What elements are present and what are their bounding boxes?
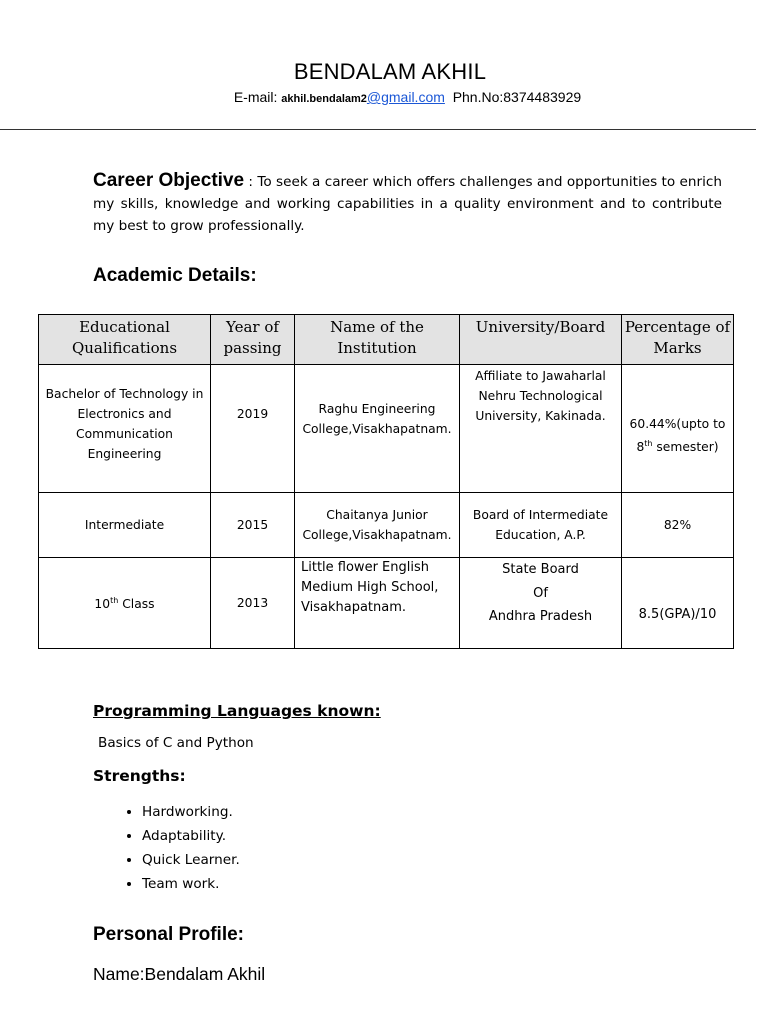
contact-line <box>0 89 768 105</box>
marks-cell: 82% <box>622 493 734 558</box>
qualification-cell <box>39 558 211 649</box>
academic-table <box>38 314 734 649</box>
column-header: Year of passing <box>211 315 295 365</box>
marks-cell: 8.5(GPA)/10 <box>622 558 734 649</box>
programming-languages-heading: Programming Languages known: <box>93 702 381 720</box>
institution-cell: Little flower English Medium High School, Visakhapatnam. <box>295 558 460 649</box>
strengths-list <box>93 800 240 896</box>
email-user: akhil.bendalam2 <box>281 93 367 105</box>
qualification-superscript: th <box>110 596 119 606</box>
marks-cell <box>622 365 734 493</box>
table-row <box>39 493 734 558</box>
year-cell: 2019 <box>211 365 295 493</box>
column-header: Percentage of Marks <box>622 315 734 365</box>
qualification-cell: Bachelor of Technology in Electronics and Communication Engineering <box>39 365 211 493</box>
academic-details-heading: Academic Details: <box>93 265 257 286</box>
column-header: University/Board <box>460 315 622 365</box>
qualification-cell: Intermediate <box>39 493 211 558</box>
qualification-text: 10 <box>94 597 111 612</box>
list-item: • Quick Learner. <box>142 848 240 872</box>
marks-text: 60.44%(upto to 8 <box>629 416 726 455</box>
column-header: Name of the Institution <box>295 315 460 365</box>
year-cell: 2015 <box>211 493 295 558</box>
marks-text-tail: semester) <box>652 440 719 455</box>
email-label: E-mail: <box>233 89 282 105</box>
column-header: Educational Qualifications <box>39 315 211 365</box>
phone-number: Phn.No:8374483929 <box>452 89 582 105</box>
programming-languages-text: Basics of C and Python <box>98 735 254 751</box>
institution-cell: Chaitanya Junior College,Visakhapatnam. <box>295 493 460 558</box>
candidate-name: BENDALAM AKHIL <box>293 59 487 84</box>
institution-cell: Raghu Engineering College,Visakhapatnam. <box>295 365 460 493</box>
career-objective-heading: Career Objective <box>93 170 245 191</box>
career-objective-text: : To seek a career which offers challenges and opportunities to enrich my skills, knowledge and working capabilities in a quality environment and to contribute my best to grow professionally. <box>93 174 722 234</box>
list-item: • Team work. <box>142 872 240 896</box>
strengths-heading: Strengths: <box>93 767 186 785</box>
board-line: Of <box>533 585 548 601</box>
year-cell: 2013 <box>211 558 295 649</box>
marks-superscript: th <box>644 438 653 448</box>
profile-name: Name:Bendalam Akhil <box>93 964 266 984</box>
board-line: State Board <box>502 562 579 577</box>
board-line: Andhra Pradesh <box>488 609 593 624</box>
qualification-text-tail: Class <box>118 597 155 612</box>
board-cell: Affiliate to Jawaharlal Nehru Technological University, Kakinada. <box>460 365 622 493</box>
email-link[interactable]: @gmail.com <box>366 89 445 105</box>
list-item: • Hardworking. <box>142 800 240 824</box>
career-objective <box>93 170 722 237</box>
board-cell: Board of Intermediate Education, A.P. <box>460 493 622 558</box>
personal-profile-heading: Personal Profile: <box>93 924 244 945</box>
header-divider <box>0 129 756 130</box>
list-item: • Adaptability. <box>142 824 240 848</box>
table-row <box>39 365 734 493</box>
table-row <box>39 558 734 649</box>
board-cell <box>460 558 622 649</box>
